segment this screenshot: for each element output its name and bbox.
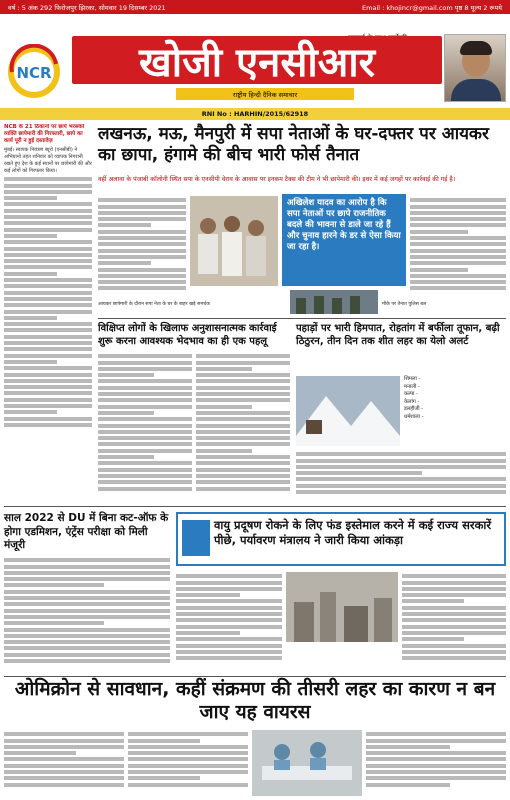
- section-divider-3: [4, 676, 506, 677]
- photo-body: [451, 79, 501, 102]
- lead-story-column-1: [98, 196, 186, 300]
- headline-omicron: ओमिक्रोन से सावधान, कहीं संक्रमण की तीसरी लहर का कारण न बन जाए यह वायरस: [14, 678, 496, 723]
- quote-box: अखिलेश यादव का आरोप है कि सपा नेताओं पर छापे राजनीतिक बदले की भावना से डाले जा रहे हैं और चुनाव हारने के डर से ऐसा किया जा रहा है।: [282, 194, 406, 286]
- lead-subheadline: वहीं अलावा के पंजाबी कॉलोनी स्थित सपा के एनसीपी वेराव के आवास पर इनकम टैक्स की टीम ने भी छापेमारी की। इधर में कई जगहों पर कार्रवाई की गई है।: [98, 176, 456, 183]
- weather-item: शिमला -: [404, 376, 421, 382]
- weather-item: धर्मशाला -: [404, 413, 424, 420]
- crowd-illustration: [190, 196, 278, 286]
- lead-headline: लखनऊ, मऊ, मैनपुरी में सपा नेताओं के घर-दफ्तर पर आयकर का छापा, हंगामे की बीच भारी फोर्स तैनात: [98, 124, 489, 165]
- omicron-story-col-3: [366, 730, 506, 796]
- headline-du-admission: साल 2022 से DU में बिना कट-ऑफ के होगा एडमिशन, एंट्रेंस परीक्षा को मिली मंजूरी: [4, 512, 169, 551]
- weather-list: [404, 376, 506, 421]
- du-story-col: [4, 556, 170, 676]
- snow-illustration: [296, 376, 400, 446]
- smog-illustration: [286, 572, 398, 642]
- pollution-badge: [182, 520, 210, 556]
- masthead: [0, 14, 510, 108]
- snowfall-story-col: [296, 450, 506, 504]
- omicron-story-col-2: [128, 730, 248, 796]
- omicron-story-col-1: [4, 730, 124, 796]
- left-column: [4, 124, 92, 504]
- left-column-body: मुंबई। स्वापक नियंत्रण ब्यूरो (एनसीबी) ने अभियानों तहत शनिवार को व्यापक निगरानी रखते हुए देश के कई स्थानों पर छापेमारी की और कई लोगों को गिरफ्तार किया।: [4, 147, 92, 174]
- hospital-illustration: [252, 730, 362, 796]
- news-photo-crowd: [190, 196, 278, 286]
- photo-caption-2: मौके पर तैनात पुलिस बल: [382, 302, 427, 307]
- pollution-headline-box: [176, 512, 506, 566]
- logo-text: NCR: [16, 64, 52, 82]
- discrimination-story-col-2: [196, 352, 290, 502]
- title-strap: राष्ट्रीय हिन्दी दैनिक समाचार: [176, 88, 354, 100]
- news-photo-police: [290, 290, 378, 314]
- pollution-story-col-1: [176, 572, 282, 676]
- ncr-logo: [6, 44, 62, 100]
- issue-info: वर्ष : 5 अंक 292 फिरोजपुर झिरका, सोमवार 19 दिसम्बर 2021: [8, 3, 166, 12]
- news-photo-snow: [296, 376, 400, 446]
- headline-snowfall: पहाड़ों पर भारी हिमपात, रोहतांग में बर्फीला तूफान, बढ़ी ठिठुरन, तीन दिन तक शीत लहर का येलो अलर्ट: [296, 323, 500, 347]
- news-photo-smog: [286, 572, 398, 642]
- discrimination-story-col-1: [98, 352, 192, 502]
- section-divider-1: [98, 318, 506, 319]
- pollution-story-col-2: [402, 572, 506, 676]
- photo-hair: [460, 41, 492, 55]
- police-illustration: [290, 290, 378, 314]
- left-column-filler: [4, 177, 92, 427]
- section-divider-2: [4, 506, 506, 507]
- contact-info: Email : khojincr@gmail.com पृष्ठ 8 मूल्य 2 रूपये: [362, 3, 502, 12]
- lead-story-column-right: [410, 196, 506, 300]
- headline-discrimination: विक्षिप्त लोगों के खिलाफ अनुशासनात्मक कार्रवाई शुरू करना आवश्यक भेदभाव का ही एक पहलू: [98, 323, 277, 347]
- weather-item: केलांग -: [404, 398, 420, 405]
- weather-item: मनाली -: [404, 383, 420, 390]
- left-column-headline: NCB के 21 ठिकानों पर छापे भरसकों व्यक्ति छापेमारी की गिरफ्तारी, छापे का कार्य पूरी न हुई दस्तावेज़: [4, 124, 85, 144]
- news-photo-hospital: [252, 730, 362, 796]
- headline-pollution: वायु प्रदूषण रोकने के लिए फंड इस्तेमाल करने में कई राज्य सरकारें पीछे, पर्यावरण मंत्रालय ने जारी किया आंकड़ा: [214, 518, 492, 547]
- rni-number: RNI No : HARHIN/2015/62918: [0, 108, 510, 120]
- editor-photo: [444, 34, 506, 102]
- weather-item: डलहौजी -: [404, 406, 424, 412]
- photo-caption-1: आयकर छापेमारी के दौरान सपा नेता के घर के बाहर खड़े समर्थक: [98, 302, 210, 307]
- newspaper-title: खोजी एनसीआर: [72, 36, 442, 84]
- weather-item: कल्पा -: [404, 391, 419, 397]
- top-strip: [0, 0, 510, 14]
